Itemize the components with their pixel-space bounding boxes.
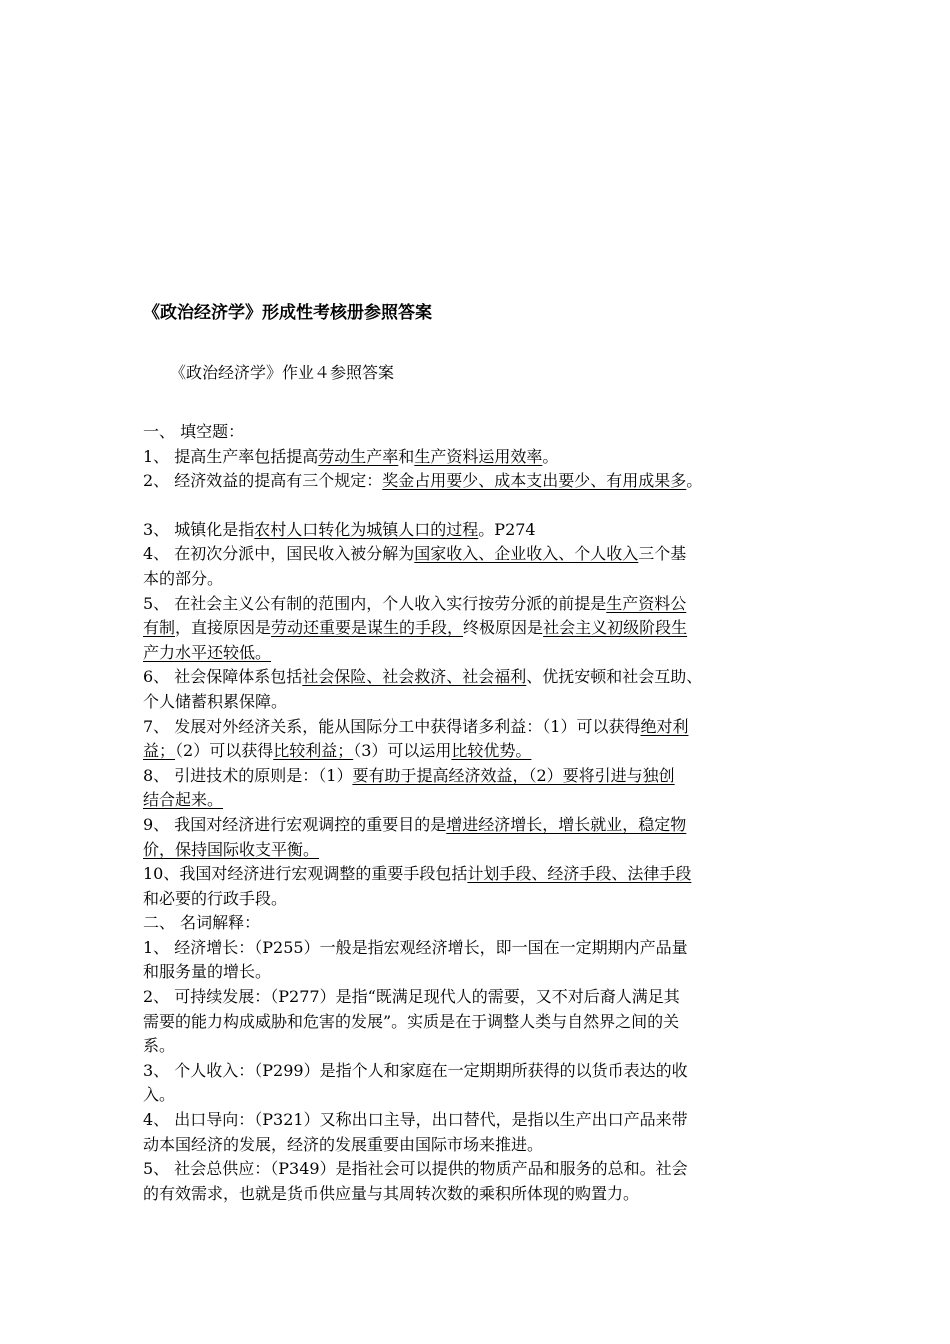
text-line xyxy=(143,1034,813,1059)
text-line xyxy=(143,1182,813,1207)
underlined-answer: 比较利益； xyxy=(273,741,354,761)
text-run: 动本国经济的发展，经济的发展重要由国际市场来推进。 xyxy=(143,1134,544,1154)
text-run: 5、 社会总供应：（P349）是指社会可以提供的物质产品和服务的总和。社会 xyxy=(143,1159,688,1179)
text-line xyxy=(143,518,813,543)
text-run: 8、 引进技术的原则是：（1） xyxy=(143,765,353,785)
text-run: 1、 提高生产率包括提高 xyxy=(143,446,319,466)
text-line xyxy=(143,739,813,764)
underlined-answer: 计划手段、经济手段、法律手段 xyxy=(467,864,692,884)
underlined-answer: 社会保险、社会救济、社会福利 xyxy=(302,667,527,687)
text-line xyxy=(143,665,813,690)
document-title: 《政治经济学》形成性考核册参照答案 xyxy=(143,303,432,323)
text-run: 10、我国对经济进行宏观调整的重要手段包括 xyxy=(143,864,468,884)
text-line xyxy=(143,420,813,445)
text-run: 9、 我国对经济进行宏观调控的重要目的是 xyxy=(143,814,447,834)
text-run: 3、 个人收入：（P299）是指个人和家庭在一定期期所获得的以货币表达的收 xyxy=(143,1060,688,1080)
text-run: 二、 名词解释： xyxy=(143,913,261,933)
underlined-answer: 结合起来。 xyxy=(143,790,224,810)
text-run: 个人储蓄积累保障。 xyxy=(143,691,288,711)
text-line xyxy=(143,1133,813,1158)
text-line xyxy=(143,1083,813,1108)
text-line xyxy=(143,1108,813,1133)
text-line xyxy=(143,690,813,715)
text-line xyxy=(143,1157,813,1182)
document-body xyxy=(143,420,813,1206)
text-line xyxy=(143,788,813,813)
underlined-answer: 生产资料公 xyxy=(606,593,687,613)
text-line xyxy=(143,960,813,985)
text-run: 三个基 xyxy=(638,544,687,564)
text-run: 7、 发展对外经济关系，能从国际分工中获得诸多利益：（1）可以获得 xyxy=(143,716,641,736)
document-subtitle: 《政治经济学》作业４参照答案 xyxy=(170,363,395,382)
text-line xyxy=(143,764,813,789)
underlined-answer: 劳动还重要是谋生的手段， xyxy=(271,618,464,638)
text-line xyxy=(143,469,813,494)
text-line xyxy=(143,445,813,470)
text-run: 。 xyxy=(686,471,703,491)
underlined-answer: 劳动生产率 xyxy=(318,446,399,466)
text-run: 、优抚安顿和社会互助、 xyxy=(526,667,703,687)
text-run: 。 xyxy=(542,446,559,466)
underlined-answer: 社会主义初级阶段生 xyxy=(543,618,688,638)
text-line xyxy=(143,616,813,641)
text-run: 1、 经济增长：（P255）一般是指宏观经济增长，即一国在一定期期内产品量 xyxy=(143,937,688,957)
text-run: 5、 在社会主义公有制的范围内，个人收入实行按劳分派的前提是 xyxy=(143,593,607,613)
text-line xyxy=(143,592,813,617)
text-run: 需要的能力构成威胁和危害的发展”。实质是在于调整人类与自然界之间的关 xyxy=(143,1011,680,1031)
text-run: 2、 可持续发展：（P277）是指“既满足现代人的需要，又不对后裔人满足其 xyxy=(143,987,680,1007)
underlined-answer: 价，保持国际收支平衡。 xyxy=(143,839,320,859)
text-run: 和必要的行政手段。 xyxy=(143,888,288,908)
text-run: 终极原因是 xyxy=(463,618,544,638)
text-run: 一、 填空题： xyxy=(143,422,245,441)
text-line xyxy=(143,838,813,863)
text-line xyxy=(143,887,813,912)
text-line xyxy=(143,936,813,961)
text-run: （2）可以获得 xyxy=(175,741,274,761)
text-run: 4、 出口导向：（P321）又称出口主导，出口替代，是指以生产出口产品来带 xyxy=(143,1110,688,1130)
text-run: 2、 经济效益的提高有三个规定： xyxy=(143,471,383,491)
text-run: （3）可以运用 xyxy=(353,741,452,761)
underlined-answer: 生产资料运用效率 xyxy=(414,446,543,466)
text-run: 和 xyxy=(398,446,415,466)
text-run: 入。 xyxy=(143,1085,176,1105)
text-run: 和服务量的增长。 xyxy=(143,962,272,982)
text-run: 系。 xyxy=(143,1036,176,1056)
underlined-answer: 比较优势。 xyxy=(451,741,532,761)
underlined-answer: 增进经济增长，增长就业，稳定物 xyxy=(446,814,687,834)
underlined-answer: 奖金占用要少、成本支出要少、有用成果多 xyxy=(382,471,687,491)
underlined-answer: 产力水平还较低。 xyxy=(143,642,272,662)
underlined-answer: 国家收入、企业收入、个人收入 xyxy=(414,544,639,564)
text-run: 的有效需求，也就是货币供应量与其周转次数的乘积所体现的购置力。 xyxy=(143,1183,640,1203)
text-line xyxy=(143,813,813,838)
underlined-answer: 要有助于提高经济效益，（2）要将引进与独创 xyxy=(352,765,675,785)
text-line xyxy=(143,641,813,666)
text-line xyxy=(143,911,813,936)
text-line xyxy=(143,862,813,887)
text-run: 4、 在初次分派中，国民收入被分解为 xyxy=(143,544,415,564)
text-run: 。P274 xyxy=(478,519,536,539)
underlined-answer: 益； xyxy=(143,741,176,761)
text-line xyxy=(143,985,813,1010)
text-run: ，直接原因是 xyxy=(175,618,272,638)
blank-line xyxy=(143,494,813,518)
text-run: 3、 城镇化是指 xyxy=(143,519,255,539)
text-line xyxy=(143,1010,813,1035)
underlined-answer: 有制 xyxy=(143,618,176,638)
text-line xyxy=(143,1059,813,1084)
underlined-answer: 绝对利 xyxy=(640,716,689,736)
text-line xyxy=(143,715,813,740)
text-line xyxy=(143,542,813,567)
text-line xyxy=(143,567,813,592)
text-run: 本的部分。 xyxy=(143,568,224,588)
underlined-answer: 农村人口转化为城镇人口的过程 xyxy=(254,519,479,539)
text-run: 6、 社会保障体系包括 xyxy=(143,667,303,687)
